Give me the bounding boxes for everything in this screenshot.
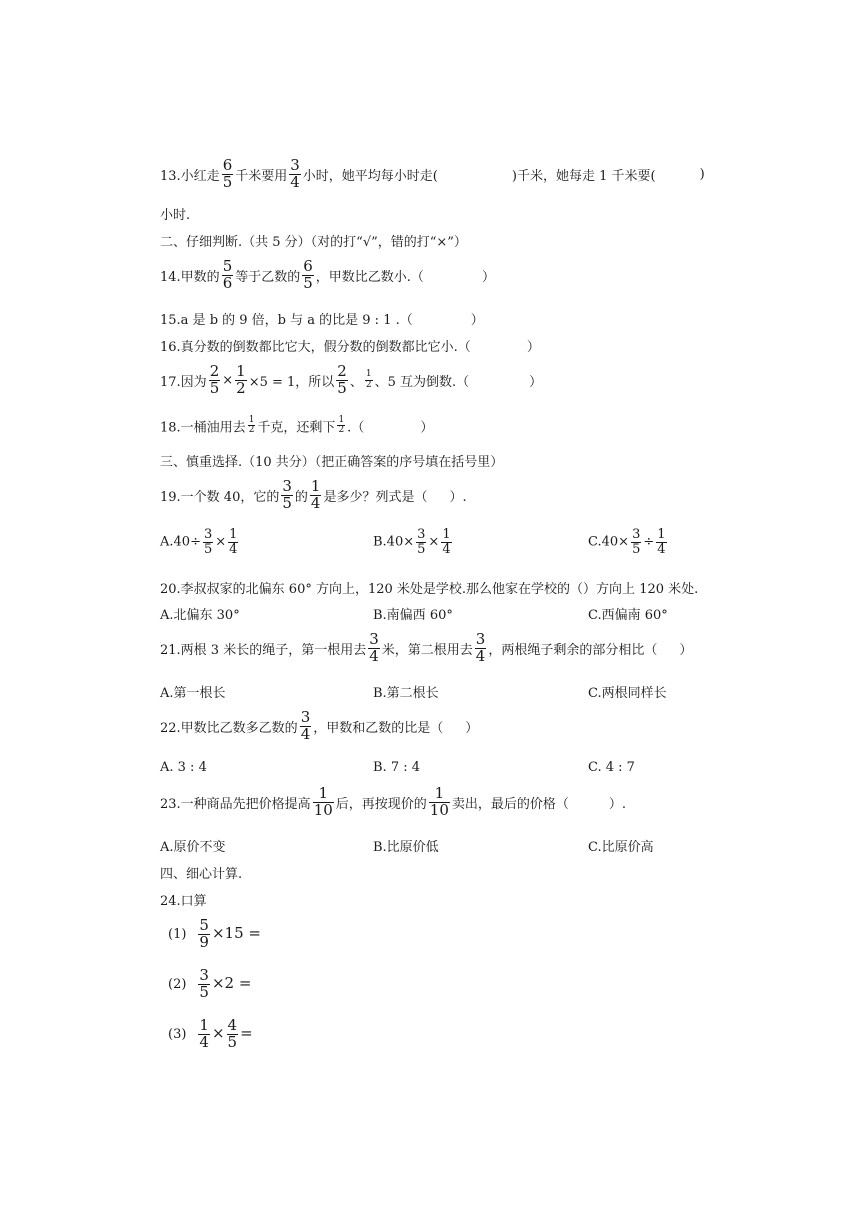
fraction: $\frac{5}{9}$: [199, 916, 209, 951]
q19-option-c: C.40× $\frac{3}{5}$ ÷ $\frac{1}{4}$: [588, 527, 666, 557]
q21-option-b: B.第二根长: [373, 686, 439, 701]
q22-option-b: B. 7 : 4: [373, 760, 421, 775]
section-4-heading: 四、细心计算.: [160, 867, 243, 882]
fraction: $\frac{3}{5}$: [203, 527, 213, 557]
fraction: $\frac{1}{4}$: [657, 527, 666, 557]
q20-option-c: C.西偏南 60°: [588, 608, 668, 623]
q19-option-a: A.40÷ $\frac{3}{5}$ × $\frac{1}{4}$: [160, 527, 238, 557]
fraction: $\frac{1}{4}$: [229, 527, 238, 557]
question-24-title: 24.口算: [160, 894, 207, 909]
fraction: $\frac{1}{2}$: [338, 415, 345, 436]
fraction: $\frac{3}{5}$: [282, 477, 292, 512]
fraction: $\frac{1}{10}$: [313, 784, 333, 819]
q23-option-c: C.比原价高: [588, 840, 654, 855]
fraction: $\frac{4}{5}$: [227, 1016, 238, 1051]
fraction: $\frac{3}{5}$: [632, 527, 641, 557]
question-13-tail: 小时.: [160, 208, 191, 223]
fraction: $\frac{1}{4}$: [442, 527, 451, 557]
q23-option-b: B.比原价低: [373, 840, 439, 855]
q22-option-c: C. 4 : 7: [588, 760, 635, 775]
calc-item-3: (3) $\frac{1}{4}$ × $\frac{4}{5}$ =: [168, 1016, 253, 1051]
question-23: 23.一种商品先把价格提高 $\frac{1}{10}$ 后，再按现价的 $\frac{1}{10}$ 卖出，最后的价格（ ）.: [160, 784, 627, 819]
question-17: 17.因为 $\frac{2}{5}$ × $\frac{1}{2}$ ×5 = 1，所以 $\frac{2}{5}$ 、 $\frac{1}{2}$ 、5 互为倒数.（ ）: [160, 362, 543, 397]
fraction: $\frac{1}{2}$: [248, 415, 255, 436]
q21-option-a: A.第一根长: [160, 686, 226, 701]
fraction: $\frac{3}{5}$: [417, 527, 426, 557]
question-21: 21.两根 3 米长的绳子，第一根用去 $\frac{3}{4}$ 米，第二根用去 $\frac{3}{4}$ ，两根绳子剩余的部分相比（ ）: [160, 630, 693, 665]
q20-option-a: A.北偏东 30°: [160, 608, 240, 623]
fraction: $\frac{1}{2}$: [236, 362, 246, 397]
fraction: $\frac{6}{5}$: [303, 257, 313, 292]
fraction: $\frac{1}{10}$: [429, 784, 449, 819]
fraction: $\frac{1}{4}$: [310, 477, 321, 512]
fraction: $\frac{3}{4}$: [369, 630, 379, 665]
q21-option-c: C.两根同样长: [588, 686, 667, 701]
section-3-heading: 三、慎重选择.（10 共分）（把正确答案的序号填在括号里）: [160, 455, 504, 470]
fraction: $\frac{3}{4}$: [290, 156, 300, 191]
calc-item-1: (1) $\frac{5}{9}$ ×15 =: [168, 916, 261, 951]
question-18: 18.一桶油用去 $\frac{1}{2}$ 千克，还剩下 $\frac{1}{2}$ .（ ）: [160, 415, 434, 436]
section-2-heading: 二、仔细判断.（共 5 分）（对的打“√”，错的打“×”）: [160, 235, 467, 250]
question-15: 15.a 是 b 的 9 倍，b 与 a 的比是 9 : 1 .（ ）: [160, 313, 484, 328]
question-13: 13.小红走 $\frac{6}{5}$ 千米要用 $\frac{3}{4}$ 小时，她平均每小时走( )千米，她每走 1 千米要( ): [160, 156, 705, 191]
fraction: $\frac{2}{5}$: [337, 362, 347, 397]
fraction: $\frac{3}{4}$: [300, 708, 311, 743]
fraction: $\frac{1}{4}$: [199, 1016, 209, 1051]
fraction: $\frac{6}{5}$: [222, 156, 233, 191]
fraction: $\frac{1}{2}$: [365, 369, 372, 390]
q19-option-b: B.40× $\frac{3}{5}$ × $\frac{1}{4}$: [373, 527, 451, 557]
question-20: 20.李叔叔家的北偏东 60° 方向上，120 米处是学校.那么他家在学校的（）方向上 120 米处.: [160, 582, 699, 597]
fraction: $\frac{3}{5}$: [199, 966, 209, 1001]
calc-item-2: (2) $\frac{3}{5}$ ×2 =: [168, 966, 252, 1001]
question-14: 14.甲数的 $\frac{5}{6}$ 等于乙数的 $\frac{6}{5}$ ，甲数比乙数小.（ ）: [160, 257, 495, 292]
fraction: $\frac{5}{6}$: [222, 257, 233, 292]
fraction: $\frac{2}{5}$: [209, 362, 220, 397]
q23-option-a: A.原价不变: [160, 840, 226, 855]
question-16: 16.真分数的倒数都比它大，假分数的倒数都比它小.（ ）: [160, 340, 540, 355]
q22-option-a: A. 3 : 4: [160, 760, 207, 775]
question-22: 22.甲数比乙数多乙数的 $\frac{3}{4}$ ，甲数和乙数的比是（ ）: [160, 708, 479, 743]
question-19: 19.一个数 40，它的 $\frac{3}{5}$ 的 $\frac{1}{4}$ 是多少？列式是（ ）.: [160, 477, 467, 512]
q20-option-b: B.南偏西 60°: [373, 608, 453, 623]
fraction: $\frac{3}{4}$: [475, 630, 486, 665]
